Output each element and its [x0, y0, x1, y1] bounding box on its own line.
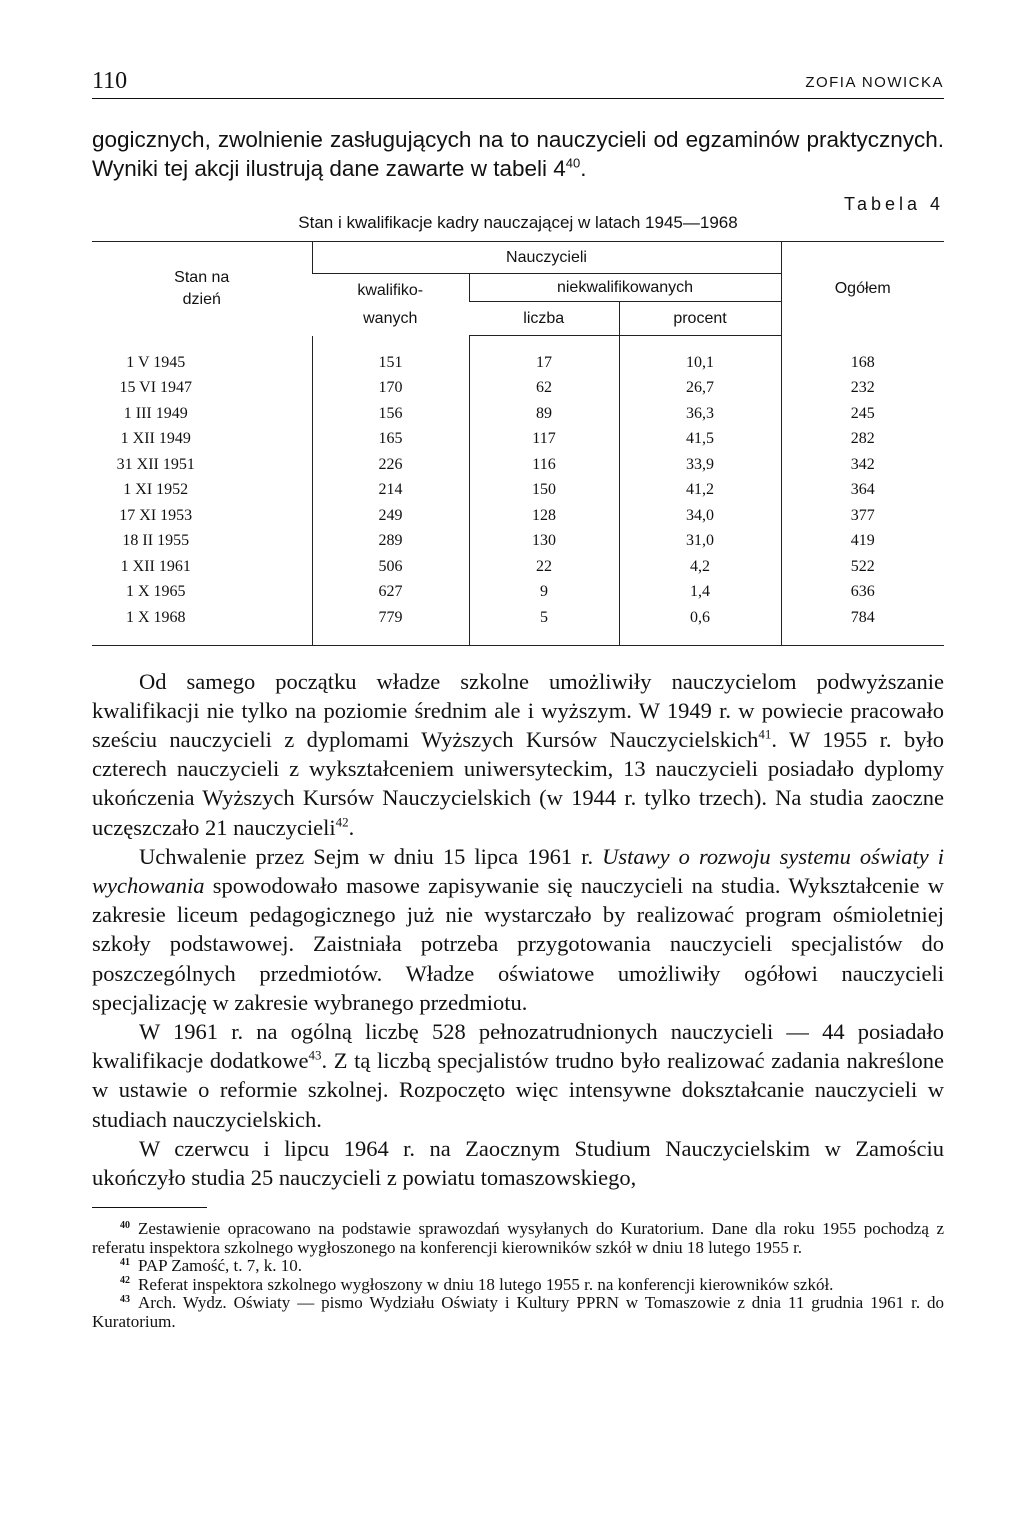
cell-ogolem: 377 — [781, 503, 944, 529]
cell-kwalifikowanych: 170 — [312, 376, 469, 402]
cell-liczba: 62 — [469, 376, 619, 402]
table-row — [92, 452, 944, 478]
header-niekwalifikowanych: niekwalifikowanych — [469, 274, 781, 302]
paragraph-1: Od samego początku władze szkolne umożliwiły nauczycielom podwyższanie kwalifikacji nie tylko na poziomie średnim ale i wyższym. W 1949 r. w powiecie pracowało sześciu nauczycieli z dyplomami Wyższych Kursów Nauczycielskich$^{41}$. W 1955 r. było czterech nauczycieli z wykształceniem uniwersyteckim, 13 nauczycieli posiadało dyplomy ukończenia Wyższych Kursów Nauczycielskich (w 1944 r. tylko trzech). Na studia zaoczne uczęszczało 21 nauczycieli$^{42}$. — [92, 668, 944, 840]
header-procent: procent — [619, 302, 781, 336]
table-row — [92, 427, 944, 453]
footnote-42: $^{42}$ Referat inspektora szkolnego wygłoszony w dniu 18 lutego 1955 r. na konferencji kierowników szkół. — [120, 1274, 834, 1294]
cell-liczba: 17 — [469, 336, 619, 376]
cell-kwalifikowanych: 156 — [312, 401, 469, 427]
footnotes — [92, 1220, 944, 1331]
cell-procent: 4,2 — [619, 554, 781, 580]
table-title: Stan i kwalifikacje kadry nauczającej w latach 1945—1968 — [298, 213, 738, 232]
cell-date: 1 X 1968 — [92, 605, 312, 645]
table-row — [92, 605, 944, 645]
table-row — [92, 336, 944, 376]
header-stan-na-dzien: Stan na dzień — [92, 242, 312, 336]
cell-procent: 34,0 — [619, 503, 781, 529]
cell-liczba: 128 — [469, 503, 619, 529]
header-ogolem: Ogółem — [781, 242, 944, 336]
cell-liczba: 130 — [469, 529, 619, 555]
law-title: Ustawy o rozwoju systemu oświaty i wychowania — [92, 843, 944, 898]
cell-ogolem: 419 — [781, 529, 944, 555]
cell-liczba: 116 — [469, 452, 619, 478]
cell-kwalifikowanych: 214 — [312, 478, 469, 504]
cell-procent: 41,2 — [619, 478, 781, 504]
cell-procent: 1,4 — [619, 580, 781, 606]
paragraph-3: W 1961 r. na ogólną liczbę 528 pełnozatrudnionych nauczycieli — 44 posiadało kwalifikacje dodatkowe$^{43}$. Z tą liczbą specjalistów trudno było realizować zadania nakreślone w ustawie o reformie szkolnej. Rozpoczęto więc intensywne dokształcanie nauczycieli w studiach nauczycielskich. — [92, 1018, 945, 1132]
cell-ogolem: 232 — [781, 376, 944, 402]
cell-procent: 31,0 — [619, 529, 781, 555]
cell-ogolem: 245 — [781, 401, 944, 427]
cell-date: 15 VI 1947 — [119, 379, 193, 397]
cell-kwalifikowanych: 226 — [312, 452, 469, 478]
table-row — [92, 401, 944, 427]
cell-ogolem: 784 — [781, 605, 944, 645]
intro-paragraph — [92, 125, 944, 183]
page-number: 110 — [92, 68, 128, 94]
cell-ogolem: 364 — [781, 478, 944, 504]
footnote-43: $^{43}$ Arch. Wydz. Oświaty — pismo Wydziału Oświaty i Kultury PPRN w Tomaszowie z dnia 11 grudnia 1961 r. do Kuratorium. — [92, 1293, 944, 1331]
cell-date: 1 X 1965 — [125, 583, 186, 601]
cell-liczba: 89 — [469, 401, 619, 427]
table-label: Tabela 4 — [843, 194, 944, 214]
table-row — [92, 580, 944, 606]
page — [92, 60, 944, 1331]
body-text — [92, 667, 944, 1193]
cell-date: 1 XII 1949 — [120, 430, 191, 448]
cell-kwalifikowanych: 151 — [312, 336, 469, 376]
cell-kwalifikowanych: 779 — [312, 605, 469, 645]
cell-liczba: 9 — [469, 580, 619, 606]
cell-date: 31 XII 1951 — [116, 455, 195, 473]
table-row — [92, 554, 944, 580]
footnote-rule — [92, 1207, 207, 1208]
cell-procent: 41,5 — [619, 427, 781, 453]
footnote-41: $^{41}$ PAP Zamość, t. 7, k. 10. — [120, 1256, 303, 1276]
cell-kwalifikowanych: 249 — [312, 503, 469, 529]
cell-ogolem: 522 — [781, 554, 944, 580]
cell-procent: 33,9 — [619, 452, 781, 478]
footnote-ref-42: 42 — [335, 814, 349, 830]
table-row — [92, 376, 944, 402]
cell-date: 1 V 1945 — [126, 353, 186, 371]
footnote-ref-43: 43 — [308, 1047, 322, 1063]
cell-ogolem: 282 — [781, 427, 944, 453]
running-head-author: ZOFIA NOWICKA — [805, 74, 944, 91]
cell-procent: 26,7 — [619, 376, 781, 402]
header-nauczycieli: Nauczycieli — [312, 242, 781, 274]
cell-kwalifikowanych: 165 — [312, 427, 469, 453]
footnote-ref-41: 41 — [758, 726, 772, 742]
table-row — [92, 478, 944, 504]
table-row — [92, 503, 944, 529]
cell-date: 1 XII 1961 — [120, 557, 191, 575]
cell-kwalifikowanych: 289 — [312, 529, 469, 555]
footnote-40: $^{40}$ Zestawienie opracowano na podstawie sprawozdań wysyłanych do Kuratorium. Dane dla roku 1955 pochodzą z referatu inspektora szkolnego wygłoszonego na konferencji kierowników szkół w dniu 18 lutego 1955 r. — [92, 1219, 944, 1257]
cell-ogolem: 342 — [781, 452, 944, 478]
cell-date: 18 II 1955 — [122, 532, 190, 550]
cell-ogolem: 636 — [781, 580, 944, 606]
staff-qualifications-table — [92, 241, 944, 646]
cell-liczba: 22 — [469, 554, 619, 580]
cell-date: 1 III 1949 — [123, 404, 188, 422]
cell-liczba: 150 — [469, 478, 619, 504]
paragraph-4: W czerwcu i lipcu 1964 r. na Zaocznym Studium Nauczycielskim w Zamościu ukończyło studia 25 nauczycieli z powiatu tomaszowskiego, — [92, 1135, 944, 1190]
cell-kwalifikowanych: 627 — [312, 580, 469, 606]
cell-liczba: 5 — [469, 605, 619, 645]
cell-procent: 36,3 — [619, 401, 781, 427]
cell-procent: 10,1 — [619, 336, 781, 376]
intro-text: gogicznych, zwolnienie zasługujących na to nauczycieli od egzaminów praktycznych. Wyniki tej akcji ilustrują dane zawarte w tabeli 4 — [92, 127, 944, 181]
running-head — [92, 60, 944, 99]
paragraph-2: Uchwalenie przez Sejm w dniu 15 lipca 1961 r. Ustawy o rozwoju systemu oświaty i wychowania spowodowało masowe zapisywanie się nauczycieli na studia. Wykształcenie w zakresie liceum pedagogicznego już nie wystarczało by realizować program ośmioletniej szkoły podstawowej. Zaistniała potrzeba przygotowania nauczycieli specjalistów do poszczególnych przedmiotów. Władze oświatowe umożliwiły ogółowi nauczycieli specjalizację w zakresie wybranego przedmiotu. — [92, 843, 944, 1015]
intro-end: . — [580, 156, 587, 181]
cell-date: 1 XI 1952 — [123, 481, 189, 499]
cell-kwalifikowanych: 506 — [312, 554, 469, 580]
header-kwalifikowanych: kwalifiko-wanych — [357, 281, 424, 327]
cell-ogolem: 168 — [781, 336, 944, 376]
cell-liczba: 117 — [469, 427, 619, 453]
table-row — [92, 529, 944, 555]
cell-procent: 0,6 — [619, 605, 781, 645]
footnote-ref-40: 40 — [565, 155, 581, 171]
header-liczba: liczba — [469, 302, 619, 336]
cell-date: 17 XI 1953 — [119, 506, 193, 524]
